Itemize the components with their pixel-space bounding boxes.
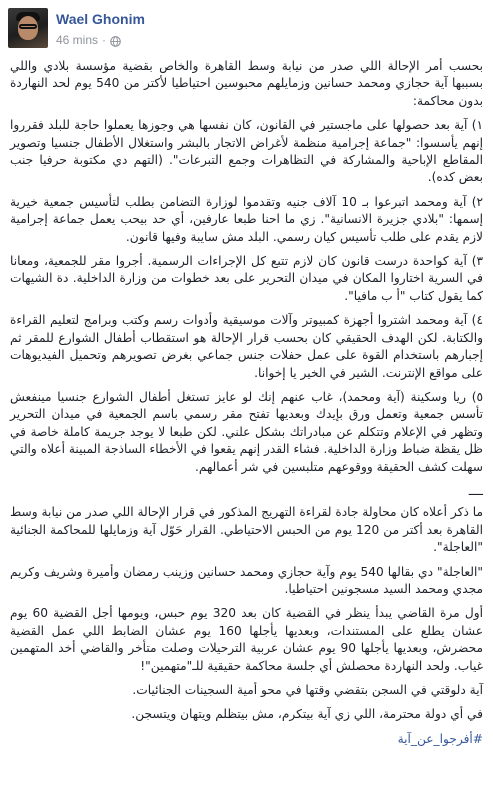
post-paragraph-intro: بحسب أمر الإحالة اللي صدر من نيابة وسط القاهرة والخاص بقضية مؤسسة بلادي واللي بسببها آية حجازي ومحمد حسانين وزمايلهم محبوسين احتياطيا لأكتر من 540 يوم لحد النهاردة بدون محاكمة: — [10, 59, 483, 108]
post-subline — [56, 32, 145, 48]
globe-icon[interactable] — [110, 35, 121, 46]
post-paragraph-5: ٥) ريا وسكينة (آية ومحمد)، غاب عنهم إنك لو عايز تستغل أطفال الشوارع جنسيا مينفعش تأسس جمعية وتعمل ورق بإيدك وبعديها تفتح مقر رسمي باسم الجمعية في ميدان التحرير وتظهر في الإعلام وتتكلم عن مبادراتك بشكل علني. لكن طبعا لا يوجد جريمة كاملة خاصة في ظل يقظة ضباط وزارة الداخلية. فشاء القدر إنهم يقعوا في الأخطاء الساذجة المبينة أعلاه والتي سهلت كشف الحقيقة ووقوعهم متلبسين في شر أعمالهم. — [10, 389, 483, 474]
post-timestamp[interactable]: 46 mins — [56, 33, 99, 47]
post-paragraph-4: ٤) آية ومحمد اشتروا أجهزة كمبيوتر وآلات موسيقية وأدوات رسم وكتب وبرامج لتعليم القراءة والكتابة. لكن الهدف الحقيقي كان بحسب قرار الإحالة هو استقطاب أطفال الشوارع للمقر ثم إجبارهم باستخدام القوة على عمل حفلات جنس جماعي بغرض تصويرهم وتحميل الفيديوهات على مواقع الإنترنت. الشير في الخير يا إخوانا. — [10, 313, 483, 380]
post-paragraph-2: ٢) آية ومحمد اتبرعوا بـ 10 آلاف جنيه وتقدموا لوزارة التضامن بطلب لتأسيس جمعية خيرية إسمها: "بلادي جزيرة الانسانية". زي ما احنا طبعا عارفين، أي حد بيحب يعمل جماعة إجرامية لازم يقدم على طلب تأسيس كيان رسمي. البلد مش سايبة وفيها قانون. — [10, 194, 483, 244]
post-paragraph-10: في أي دولة محترمة، اللي زي آية بيتكرم، مش بيتظلم ويتهان ويتسجن. — [131, 707, 483, 722]
post-paragraph-1: ١) آية بعد حصولها على ماجستير في القانون، كان نفسها هي وجوزها يعملوا حاجة للبلد فقرروا إنهم يأسسوا: "جماعة إجرامية منظمة لأغراض الاتجار بالبشر واستغلال الأطفال جنسيا وتصوير المقاطع الإباحية والمشاركة في التظاهرات وجمع التبرعات". (التهم دي مكتوبة حرفيا جنب بعض كده). — [10, 118, 483, 185]
post-hashtag[interactable]: #أفرجوا_عن_آية — [397, 731, 483, 746]
avatar[interactable] — [8, 8, 48, 48]
avatar-glasses — [19, 24, 37, 29]
post-divider: ــــ — [468, 483, 483, 498]
post-paragraph-8: أول مرة القاضي يبدأ ينظر في القضية كان بعد 320 يوم حبس، ويومها أجل القضية 60 يوم عشان يطلع على المستندات، وبعديها يأجلها 160 يوم عشان الضابط اللي عمل القضية محضرش، وبعديها يأجلها 90 يوم عشان عربية الترحيلات وصلت متأخر والقاضي أخد المتهمين غياب. ولحد النهاردة محصلش أي جلسة محاكمة حقيقية للـ"متهمين"! — [10, 606, 483, 673]
post-body — [10, 58, 483, 755]
post-paragraph-6: ما ذكر أعلاه كان محاولة جادة لقراءة التهريج المذكور في قرار الإحالة اللي صدر من نيابة وسط القاهرة بعد أكتر من 120 يوم من الحبس الاحتياطي. القرار حَوّل آية وزمايلها للمحاكمة الجنائية "العاجلة". — [9, 505, 483, 555]
separator-dot: · — [102, 33, 107, 47]
author-name[interactable]: Wael Ghonim — [56, 11, 145, 27]
post-meta — [56, 8, 145, 48]
post-header — [8, 8, 145, 52]
post-paragraph-7: "العاجلة" دي بقالها 540 يوم وآية حجازي ومحمد حسانين وزينب رمضان وأميرة وشريف وكريم مجدي ومحمد السيد مسجونين احتياطيا. — [10, 564, 483, 596]
post-paragraph-9: آية دلوقتي في السجن بتقضي وقتها في محو أمية السجينات الجنائيات. — [132, 683, 483, 697]
post-paragraph-3: ٣) آية كواحدة درست قانون كان لازم تتبع كل الإجراءات الرسمية. أجروا مقر للجمعية، ومعانا في السرية اختاروا المكان في ميدان التحرير على بعد خطوات من وزارة الداخلية. دة الشيهات كما يقول كتاب "أ ب مافيا". — [10, 254, 483, 303]
